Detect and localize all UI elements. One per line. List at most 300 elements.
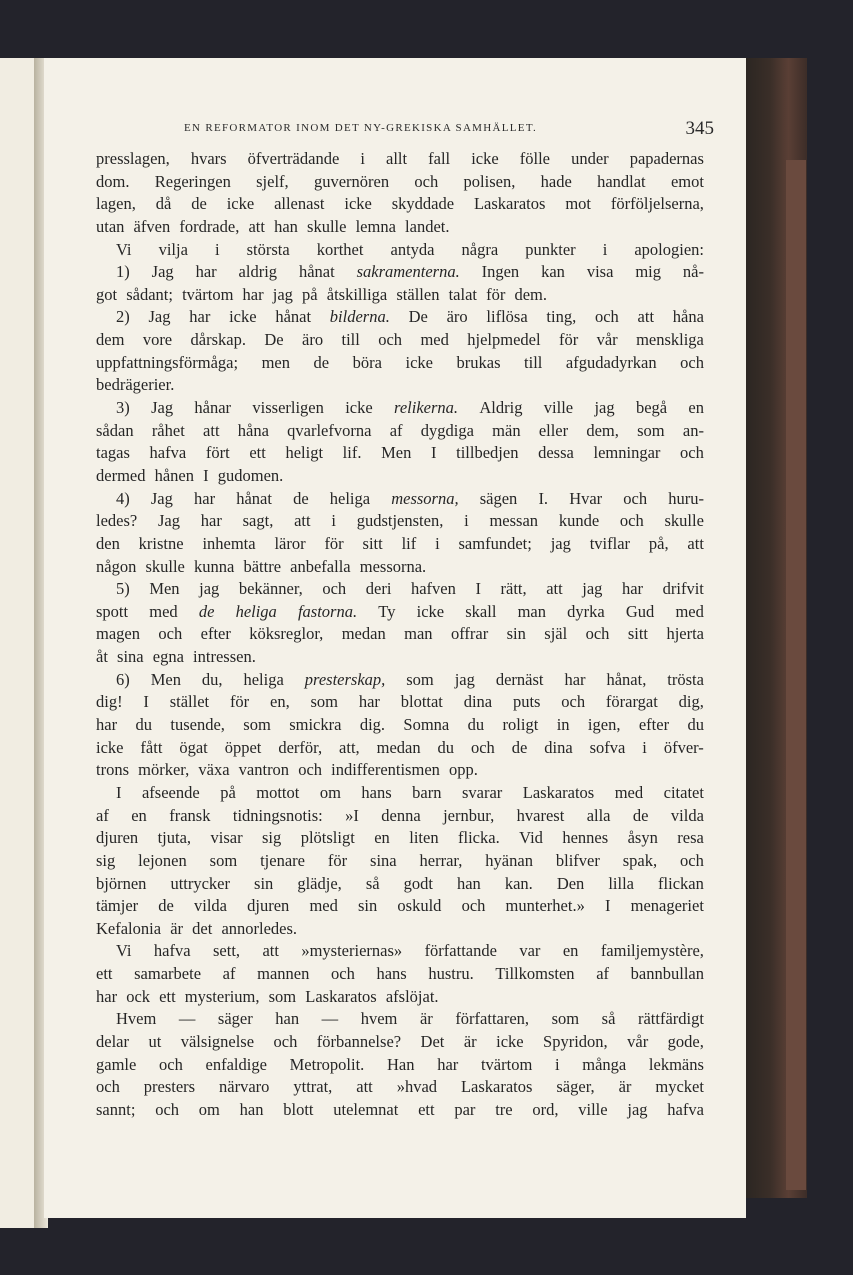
word: I <box>475 579 481 599</box>
word: författaren, <box>455 1009 530 1029</box>
word: heligt <box>285 443 324 463</box>
word: är <box>463 1031 477 1051</box>
word: djuren <box>247 896 290 916</box>
text-line <box>96 171 704 194</box>
word: begå <box>635 398 668 418</box>
word: har <box>189 307 211 327</box>
word: icke <box>405 352 433 372</box>
word: Tillkomsten <box>495 964 575 984</box>
word: om <box>319 782 341 802</box>
word: visserligen <box>252 398 324 418</box>
word: dom. <box>96 171 130 191</box>
word: hjerta <box>666 624 704 644</box>
text-line <box>96 193 704 216</box>
word: ögat <box>179 737 208 757</box>
word: 6) <box>116 669 130 689</box>
word: »hvad <box>396 1077 438 1097</box>
text-line <box>96 284 704 307</box>
word: drifvit <box>662 579 704 599</box>
word: dårskap. <box>190 330 246 350</box>
word: Spyridon, <box>543 1031 608 1051</box>
word: intressen. <box>193 647 256 667</box>
book-cover-edge <box>786 160 806 1190</box>
word: ett <box>96 964 113 984</box>
word: samfundet; <box>458 533 532 553</box>
text-line <box>96 691 704 714</box>
word: 5) <box>116 579 130 599</box>
word: vilda <box>194 896 228 916</box>
word: och <box>680 352 704 372</box>
word: om <box>198 1099 220 1119</box>
text-line <box>96 556 704 579</box>
word: har <box>358 692 380 712</box>
word: har <box>194 488 216 508</box>
word: menskliga <box>636 330 704 350</box>
word: bättre <box>243 556 286 576</box>
word: medan <box>376 737 421 757</box>
word: hafva <box>667 1099 704 1119</box>
word: och <box>322 579 347 599</box>
word: och <box>470 737 495 757</box>
word: eller <box>538 420 569 440</box>
text-line <box>96 623 704 646</box>
word: närvaro <box>219 1077 270 1097</box>
word: aldrig <box>238 262 278 282</box>
word: heliga <box>329 488 371 508</box>
word: I <box>203 465 213 485</box>
word: som <box>209 850 238 870</box>
word: allt <box>386 149 408 168</box>
word: Kefalonia <box>96 918 166 938</box>
word: opp. <box>449 760 478 780</box>
text-line <box>96 510 704 533</box>
word: jag <box>454 669 475 689</box>
word: han <box>275 1009 300 1029</box>
word: hånat <box>275 307 312 327</box>
word: gode, <box>667 1031 704 1051</box>
text-line <box>96 1031 704 1054</box>
word: Den <box>556 873 585 893</box>
word: en <box>688 398 704 418</box>
word: till <box>341 330 360 350</box>
word: och <box>680 850 704 870</box>
word: ting, <box>546 307 577 327</box>
word: sitt <box>627 624 649 644</box>
word: huru- <box>668 488 704 508</box>
word: tviflar <box>589 533 631 553</box>
word: relikerna. <box>394 398 459 418</box>
word: De <box>408 307 428 327</box>
word: Vid <box>519 828 543 848</box>
word: afgudadyrkan <box>565 352 657 372</box>
word: växa <box>198 760 234 780</box>
word: fastorna. <box>297 601 358 621</box>
word: förföljelserna, <box>610 194 704 214</box>
word: i <box>214 239 220 259</box>
book-page <box>44 58 746 1218</box>
word: lekmäns <box>648 1054 704 1074</box>
word: landet. <box>405 216 450 236</box>
word: lilla <box>608 873 635 893</box>
word: gudomen. <box>217 465 284 485</box>
word: blott <box>283 1099 314 1119</box>
word: nå- <box>682 262 704 282</box>
word: säger <box>217 1009 253 1029</box>
word: emot <box>670 171 704 191</box>
word: och <box>378 330 403 350</box>
word: någon <box>96 556 141 576</box>
word: öppet <box>224 737 262 757</box>
word: spak, <box>622 850 658 870</box>
word: och <box>96 1077 120 1097</box>
word: vantron <box>238 760 294 780</box>
word: tvärtom <box>182 284 238 304</box>
word: bedrägerier. <box>96 375 175 395</box>
word: han <box>274 216 303 236</box>
word: ville <box>543 398 574 418</box>
word: själ <box>544 624 568 644</box>
word: bannbullan <box>630 964 704 984</box>
word: kan <box>541 262 565 282</box>
word: familjemystère, <box>600 941 704 961</box>
word: deri <box>365 579 392 599</box>
word: för <box>486 284 510 304</box>
word: du <box>467 715 485 735</box>
word: att <box>262 941 279 961</box>
word: mörker, <box>138 760 194 780</box>
word: i <box>331 511 336 531</box>
word: att <box>546 579 563 599</box>
word: tusende, <box>170 715 225 735</box>
word: puts <box>512 692 541 712</box>
word: »I <box>345 805 359 825</box>
word: som <box>268 986 301 1006</box>
word: Vi <box>116 941 132 961</box>
word: svarar <box>461 782 503 802</box>
word: och <box>594 307 619 327</box>
word: du <box>437 737 455 757</box>
word: var <box>519 941 541 961</box>
text-line <box>96 578 704 601</box>
word: författande <box>424 941 497 961</box>
word: Somna <box>403 715 450 735</box>
word: Laskaratos <box>522 782 595 802</box>
word: ut <box>148 1031 162 1051</box>
word: förbannelse? <box>316 1031 402 1051</box>
word: dem. <box>514 284 548 304</box>
word: rätt, <box>500 579 527 599</box>
word: lejonen <box>138 850 187 870</box>
word: utan <box>96 216 129 236</box>
word: apologien: <box>634 239 704 259</box>
text-line <box>96 488 704 511</box>
text-line <box>96 669 704 692</box>
word: af <box>222 964 236 984</box>
word: Hvar <box>569 488 603 508</box>
word: de <box>158 896 174 916</box>
word: I <box>431 443 437 463</box>
word: icke <box>226 194 255 214</box>
word: sjelf, <box>256 171 289 191</box>
word: med <box>420 330 449 350</box>
word: hvem <box>360 1009 398 1029</box>
word: då <box>155 194 172 214</box>
word: man <box>404 624 433 644</box>
word: egna <box>152 647 189 667</box>
word: kunna <box>194 556 239 576</box>
text-line <box>96 420 704 443</box>
word: liflösa <box>486 307 528 327</box>
word: att <box>203 420 220 440</box>
word: liten <box>409 828 439 848</box>
word: hennes <box>562 828 609 848</box>
word: hyänan <box>485 850 533 870</box>
word: alla <box>586 805 611 825</box>
word: — <box>178 1009 196 1029</box>
text-line <box>96 1076 704 1099</box>
word: rättfärdigt <box>637 1009 704 1029</box>
word: hans <box>376 964 407 984</box>
text-line <box>96 737 704 760</box>
text-line <box>96 827 704 850</box>
word: Jag <box>151 398 174 418</box>
word: presterskap, <box>304 669 386 689</box>
word: medan <box>341 624 386 644</box>
word: magen <box>96 624 140 644</box>
text-line <box>96 873 704 896</box>
word: råhet <box>151 420 185 440</box>
word: qvarlefvorna <box>287 420 372 440</box>
word: tvärtom <box>480 1054 533 1074</box>
word: i <box>602 239 608 259</box>
word: med <box>675 601 704 621</box>
word: allenast <box>274 194 325 214</box>
word: hafva <box>153 941 191 961</box>
word: heliga <box>235 601 277 621</box>
word: har <box>96 986 122 1006</box>
word: på <box>220 782 236 802</box>
word: hade <box>540 171 572 191</box>
word: presslagen, <box>96 149 170 168</box>
word: utelemnat <box>333 1099 399 1119</box>
word: dina <box>544 737 573 757</box>
word: har <box>564 669 586 689</box>
word: fölle <box>519 149 550 168</box>
word: och <box>331 964 355 984</box>
word: vilda <box>670 805 704 825</box>
word: på <box>302 284 322 304</box>
word: sin <box>506 624 526 644</box>
word: De <box>264 330 284 350</box>
word: de <box>632 805 649 825</box>
word: hånat, <box>606 669 647 689</box>
text-line <box>96 714 704 737</box>
word: tjuta, <box>157 828 192 848</box>
word: är <box>170 918 188 938</box>
word: välsignelse <box>180 1031 255 1051</box>
text-line <box>96 533 704 556</box>
word: hånat <box>236 488 272 508</box>
word: jag <box>594 398 615 418</box>
word: uppfattningsförmåga; <box>96 352 239 372</box>
word: sofva <box>589 737 626 757</box>
word: att <box>637 307 655 327</box>
word: ville <box>578 1099 608 1119</box>
word: skyddade <box>391 194 455 214</box>
word: I <box>143 692 149 712</box>
word: Aldrig <box>479 398 523 418</box>
word: har <box>242 284 268 304</box>
word: igen, <box>587 715 621 735</box>
word: hvarest <box>516 805 565 825</box>
text-line <box>96 1099 704 1122</box>
word: enfaldige <box>205 1054 267 1074</box>
word: resa <box>677 828 704 848</box>
word: delar <box>96 1031 129 1051</box>
page-header <box>184 118 714 140</box>
word: af <box>389 420 403 440</box>
word: dem <box>96 330 125 350</box>
word: med <box>614 782 644 802</box>
word: dermed <box>96 465 150 485</box>
word: glädje, <box>297 873 342 893</box>
word: icke <box>496 1031 524 1051</box>
word: inhemta <box>202 533 256 553</box>
word: ock <box>126 986 155 1006</box>
word: Men <box>150 669 181 689</box>
word: fall <box>428 149 451 168</box>
word: heliga <box>243 669 284 689</box>
word: oskuld <box>397 896 442 916</box>
text-line <box>96 465 704 488</box>
text-line <box>96 216 704 239</box>
word: got <box>96 284 122 304</box>
word: tjenare <box>260 850 305 870</box>
word: dig! <box>96 692 123 712</box>
word: efter <box>200 624 231 644</box>
word: dernäst <box>495 669 544 689</box>
word: munterhet.» <box>505 896 585 916</box>
word: afslöjat. <box>385 986 439 1006</box>
word: bekänner, <box>238 579 303 599</box>
word: och <box>298 760 327 780</box>
word: han <box>239 1099 264 1119</box>
word: att <box>294 511 311 531</box>
text-line <box>96 397 704 420</box>
word: antyda <box>390 239 435 259</box>
word: papadernas <box>629 149 704 168</box>
word: barn <box>412 782 442 802</box>
text-line <box>96 759 704 782</box>
word: roligt <box>502 715 539 735</box>
word: polisen, <box>463 171 516 191</box>
word: stället <box>169 692 210 712</box>
word: efter <box>638 715 670 735</box>
word: Laskaratos <box>460 1077 533 1097</box>
word: och <box>585 624 610 644</box>
word: uttrycker <box>170 873 230 893</box>
word: de <box>293 488 309 508</box>
word: på, <box>648 533 669 553</box>
word: kristne <box>138 533 184 553</box>
word: af <box>96 805 109 825</box>
word: dyrka <box>567 601 605 621</box>
word: många <box>582 1054 627 1074</box>
word: vilja <box>158 239 188 259</box>
word: presters <box>143 1077 196 1097</box>
word: punkter <box>525 239 576 259</box>
word: 4) <box>116 488 130 508</box>
word: gudstjensten, <box>356 511 444 531</box>
word: skulle <box>664 511 704 531</box>
word: ord, <box>532 1099 559 1119</box>
word: jag <box>272 284 298 304</box>
word: sakramenterna. <box>356 262 460 282</box>
word: lemningar <box>593 443 661 463</box>
word: och <box>461 896 486 916</box>
word: Gud <box>625 601 655 621</box>
word: håna <box>672 307 704 327</box>
text-line <box>96 918 704 941</box>
word: och <box>273 1031 298 1051</box>
word: ett <box>418 1099 435 1119</box>
word: mottot <box>256 782 300 802</box>
text-line <box>96 940 704 963</box>
word: åtskilliga <box>326 284 392 304</box>
word: fått <box>140 737 163 757</box>
word: som <box>637 420 665 440</box>
word: några <box>461 239 499 259</box>
word: tidningsnotis: <box>232 805 323 825</box>
word: största <box>246 239 290 259</box>
word: godt <box>403 873 433 893</box>
word: och <box>414 171 439 191</box>
word: och <box>623 488 648 508</box>
word: tillbedjen <box>456 443 519 463</box>
word: kan. <box>504 873 533 893</box>
word: jernbur, <box>443 805 495 825</box>
word: mycket <box>655 1077 704 1097</box>
word: Ty <box>378 601 396 621</box>
word: jag <box>550 533 571 553</box>
word: icke <box>229 307 257 327</box>
word: hånar <box>194 398 232 418</box>
word: kunde <box>558 511 600 531</box>
word: fransk <box>169 805 211 825</box>
word: smickra <box>289 715 342 735</box>
text-line <box>96 442 704 465</box>
word: att <box>248 216 270 236</box>
word: håna <box>237 420 269 440</box>
word: sägen <box>479 488 518 508</box>
word: de <box>313 352 330 372</box>
word: visar <box>210 828 243 848</box>
word: trons <box>96 760 134 780</box>
word: anbefalla <box>290 556 355 576</box>
word: 1) <box>116 262 130 282</box>
word: åt <box>96 647 113 667</box>
word: »mysteriernas» <box>301 941 403 961</box>
word: att <box>356 1077 373 1097</box>
word: lif. <box>342 443 362 463</box>
page-number: 345 <box>685 118 714 139</box>
word: Regeringen <box>154 171 231 191</box>
word: som <box>243 715 271 735</box>
word: Men <box>381 443 412 463</box>
word: samarbete <box>134 964 202 984</box>
word: har <box>96 715 118 735</box>
word: indifferentismen <box>331 760 445 780</box>
